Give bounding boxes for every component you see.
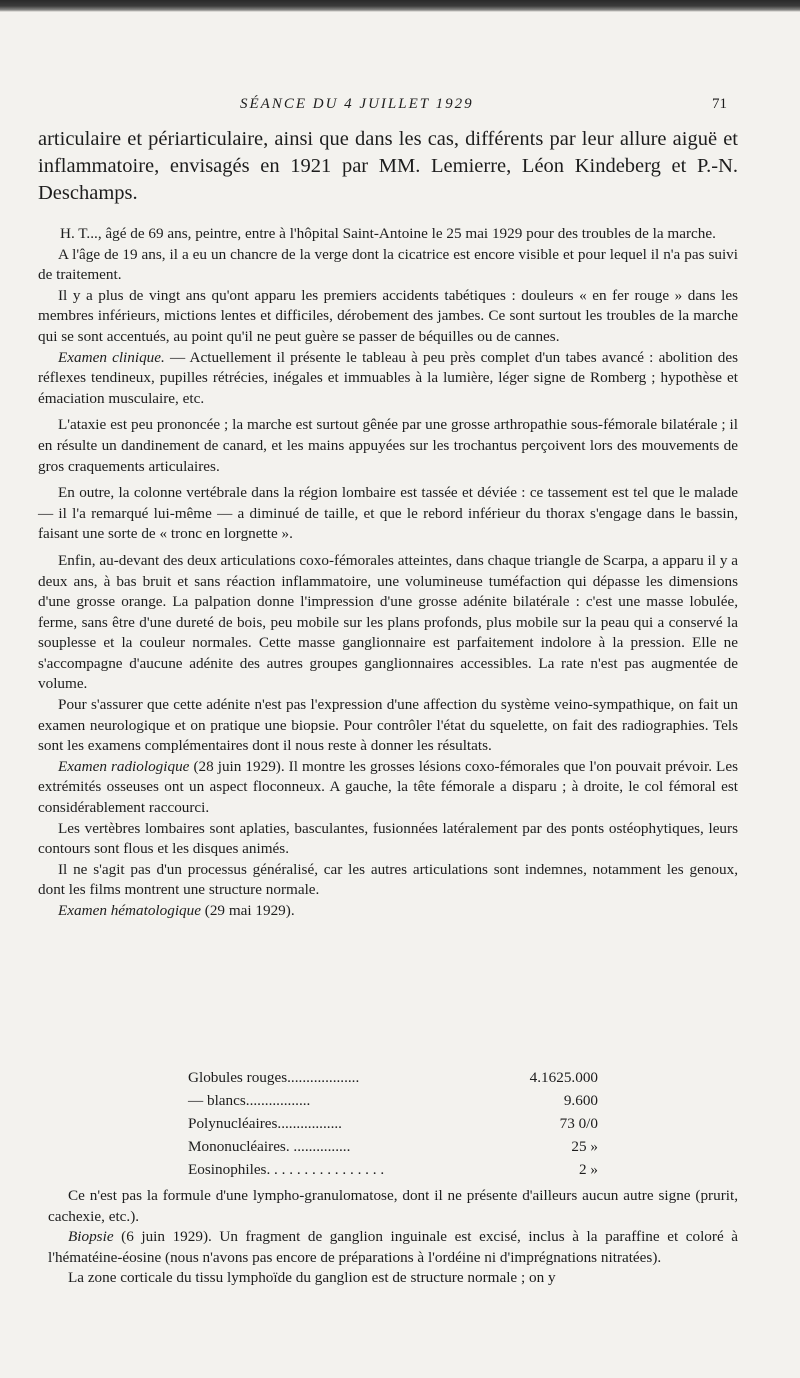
clinical-exam-text: — Actuellement il présente le tableau à peu près complet d'un tabes avancé : abolition des réflexes tendineux, pupilles rétrécies, inégales et immuables à la lumière, léger signe de Romberg ; hypothèse et émaciation musculaire, etc. <box>38 348 739 407</box>
biopsy-label: Biopsie <box>68 1228 114 1246</box>
paragraph-history: A l'âge de 19 ans, il a eu un chancre de la verge dont la cicatrice est encore visible et pour lequel il n'a pas suivi de traitement. <box>38 245 738 284</box>
blood-count-table <box>188 1066 598 1181</box>
table-row <box>188 1066 598 1089</box>
running-head: SÉANCE DU 4 JUILLET 1929 <box>240 96 474 112</box>
table-row <box>188 1135 598 1158</box>
radiology-label: Examen radiologique <box>58 757 190 775</box>
blood-row-value: 9.600 <box>563 1091 598 1109</box>
blood-row-value: 25 » <box>571 1137 598 1155</box>
table-row <box>188 1158 598 1181</box>
table-row <box>188 1112 598 1135</box>
paragraph-generalised: Il ne s'agit pas d'un processus généralisé, car les autres articulations sont indemnes, notamment les genoux, dont les films montrent une structure normale. <box>38 860 738 899</box>
blood-row-value: 4.1625.000 <box>529 1068 598 1086</box>
clinical-exam-label: Examen clinique. <box>58 348 165 366</box>
paragraph-tabetic-accidents: Il y a plus de vingt ans qu'ont apparu les premiers accidents tabétiques : douleurs « en fer rouge » dans les membres inférieurs, mictions lentes et difficiles, dérobement des jambes. Ce sont surtout les troubles de la marche qui se sont accentués, au point qu'il ne peut guère se passer de béquilles ou de cannes. <box>38 286 738 345</box>
paragraph-cortical-zone: La zone corticale du tissu lymphoïde du ganglion est de structure normale ; on y <box>68 1269 556 1287</box>
paragraph-adenitis: Enfin, au-devant des deux articulations coxo-fémorales atteintes, dans chaque triangle de Scarpa, a apparu il y a deux ans, à bas bruit et sans réaction inflammatoire, une volumineuse tuméfaction qui dépasse les dimensions d'une grosse orange. La palpation donne l'impression d'une grosse adénite bilatérale : c'est une masse lobulée, ferme, sans être d'une dureté de bois, peu mobile sur les plans profonds, plus mobile sur la peau qui a conservé la souplesse et la couleur normales. Cette masse ganglionnaire est parfaitement indolore à la pression. Elle ne s'accompagne d'aucune adénite des autres groupes ganglionnaires accessibles. La rate n'est pas augmentée de volume. <box>38 551 738 693</box>
hematology-text: (29 mai 1929). <box>200 902 295 919</box>
paragraph-biopsy-reason: Pour s'assurer que cette adénite n'est pas l'expression d'une affection du système veino-sympathique, on fait un examen neurologique et on pratique une biopsie. Pour contrôler l'état du squelette, on fait des radiographies. Tels sont les examens complémentaires dont il nous reste à donner les résultats. <box>38 696 738 755</box>
scan-top-edge <box>0 0 800 12</box>
hematology-label: Examen hématologique <box>58 902 201 919</box>
paragraph-radiology <box>38 757 738 819</box>
case-report-body <box>38 224 738 922</box>
blood-row-label: Polynucléaires................. <box>188 1114 342 1132</box>
blood-row-label: — blancs................. <box>188 1091 311 1109</box>
page-header <box>0 96 800 118</box>
blood-row-label: Eosinophiles. . . . . . . . . . . . . . . . <box>188 1160 385 1178</box>
blood-row-label: Mononucléaires. ............... <box>188 1137 351 1155</box>
paragraph-vertebrae: Les vertèbres lombaires sont aplaties, basculantes, fusionnées latéralement par des ponts ostéophytiques, leurs contours sont flous et les disques animés. <box>38 819 738 858</box>
paragraph-clinical-exam <box>38 348 738 410</box>
blood-row-value: 73 0/0 <box>559 1114 598 1132</box>
post-table-text <box>48 1186 738 1289</box>
paragraph-patient: H. T..., âgé de 69 ans, peintre, entre à l'hôpital Saint-Antoine le 25 mai 1929 pour des troubles de la marche. <box>60 225 716 242</box>
paragraph-biopsy <box>48 1227 738 1268</box>
lead-paragraph: articulaire et périarticulaire, ainsi que dans les cas, différents par leur allure aiguë et inflammatoire, envisagés en 1921 par MM. Lemierre, Léon Kindeberg et P.-N. Deschamps. <box>38 128 738 204</box>
page-number: 71 <box>712 96 727 112</box>
paragraph-ataxia: L'ataxie est peu prononcée ; la marche est surtout gênée par une grosse arthropathie sous-fémorale bilatérale ; il en résulte un dandinement de canard, et les mains appuyées sur les trochantus perçoivent lors des mouvements de gros craquements articulaires. <box>38 416 738 475</box>
biopsy-text: (6 juin 1929). Un fragment de ganglion inguinale est excisé, inclus à la paraffine et coloré à l'hématéine-éosine (nous n'avons pas encore de préparations à l'ordéine ni d'imprégnations nitratées). <box>48 1228 738 1266</box>
paragraph-hematology <box>38 901 738 922</box>
radiology-text: (28 juin 1929). Il montre les grosses lésions coxo-fémorales que l'on pouvait prévoir. Les extrémités osseuses ont un aspect floconneux. A gauche, la tête fémorale a disparu ; à droite, le col fémoral est considérablement raccourci. <box>38 757 738 817</box>
table-row <box>188 1089 598 1112</box>
paragraph-spine: En outre, la colonne vertébrale dans la région lombaire est tassée et déviée : ce tassement est tel que le malade — il l'a remarqué lui-même — a diminué de taille, et que le rebord inférieur du thorax s'engage dans le bassin, faisant une sorte de « tronc en lorgnette ». <box>38 484 738 543</box>
paragraph-formula: Ce n'est pas la formule d'une lympho-granulomatose, dont il ne présente d'ailleurs aucun autre signe (prurit, cachexie, etc.). <box>48 1187 738 1225</box>
blood-row-label: Globules rouges................... <box>188 1068 360 1086</box>
blood-row-value: 2 » <box>579 1160 598 1178</box>
